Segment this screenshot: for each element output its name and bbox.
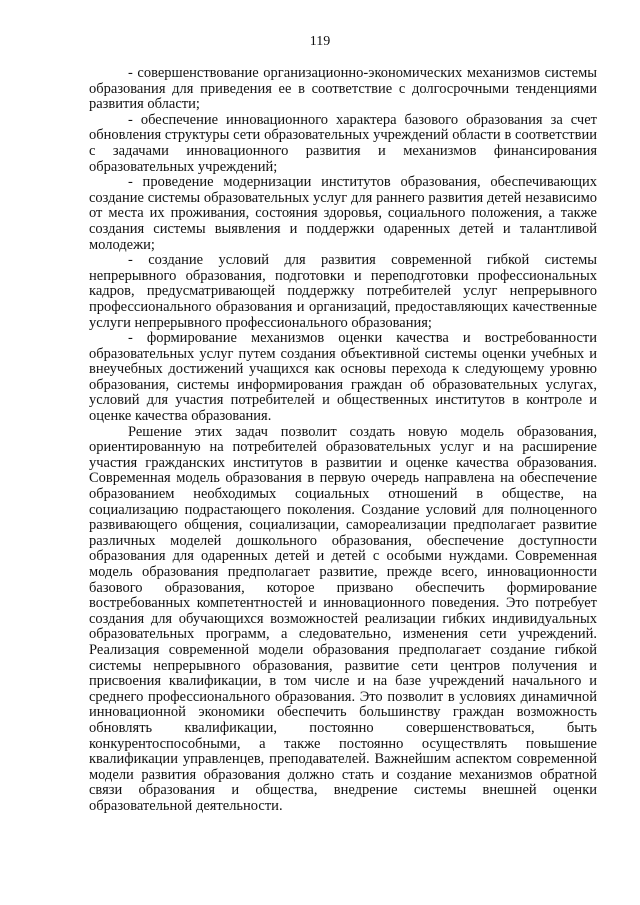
paragraph-1: - совершенствование организационно-экономических механизмов системы образования для приведения ее в соответствие с долгосрочными тенденциями развития области; — [89, 65, 597, 113]
paragraph-6: Решение этих задач позволит создать новую модель образования, ориентированную на потребителей образовательных услуг и на расширение участия гражданских институтов в развитии и оценке качества образования. Современная модель образования в первую очередь направлена на обеспечение образованием необходимых социальных отношений в обществе, на социализацию подрастающего поколения. Создание условий для полноценного развивающего общения, социализации, самореализации предполагает развитие различных моделей дошкольного образования, обеспечение доступности образования для одаренных детей и детей с особыми нуждами. Современная модель образования предполагает развитие, прежде всего, инновационности базового образования, которое призвано обеспечить формирование востребованных компетентностей и инновационного поведения. Это потребует создания для обучающихся возможностей реализации гибких индивидуальных образовательных программ, а следовательно, изменения сети учреждений. Реализация современной модели образования предполагает создание гибкой системы непрерывного образования, развитие сети центров получения и присвоения квалификации, в том числе и на базе учреждений начального и среднего профессионального образования. Это позволит в условиях динамичной инновационной экономики обеспечить большинству граждан возможность обновлять квалификации, постоянно совершенствоваться, быть конкурентоспособными, а также постоянно осуществлять повышение квалификации управленцев, преподавателей. Важнейшим аспектом современной модели развития образования должно стать и создание механизмов обратной связи образования и общества, внедрение системы внешней оценки образовательной деятельности. — [89, 423, 597, 814]
paragraph-5: - формирование механизмов оценки качества и востребованности образовательных услуг путем создания объективной системы оценки учебных и внеучебных достижений учащихся как основы перехода к следующему уровню образования, системы информирования граждан об образовательных услугах, условий для участия потребителей и общественных институтов в контроле и оценке качества образования. — [89, 330, 597, 425]
paragraph-3: - проведение модернизации институтов образования, обеспечивающих создание системы образовательных услуг для раннего развития детей независимо от места их проживания, состояния здоровья, социального положения, а также создания системы выявления и поддержки одаренных детей и талантливой молодежи; — [89, 174, 597, 253]
page-number: 119 — [309, 34, 331, 49]
paragraph-4: - создание условий для развития современной гибкой системы непрерывного образования, подготовки и переподготовки профессиональных кадров, предусматривающей поддержку потребителей услуг непрерывного профессионального образования и организаций, предоставляющих качественные услуги непрерывного профессионального образования; — [89, 252, 597, 331]
document-body — [89, 66, 597, 815]
paragraph-2: - обеспечение инновационного характера базового образования за счет обновления структуры сети образовательных учреждений области в соответствии с задачами инновационного развития и механизмов финансирования образовательных учреждений; — [89, 111, 597, 175]
